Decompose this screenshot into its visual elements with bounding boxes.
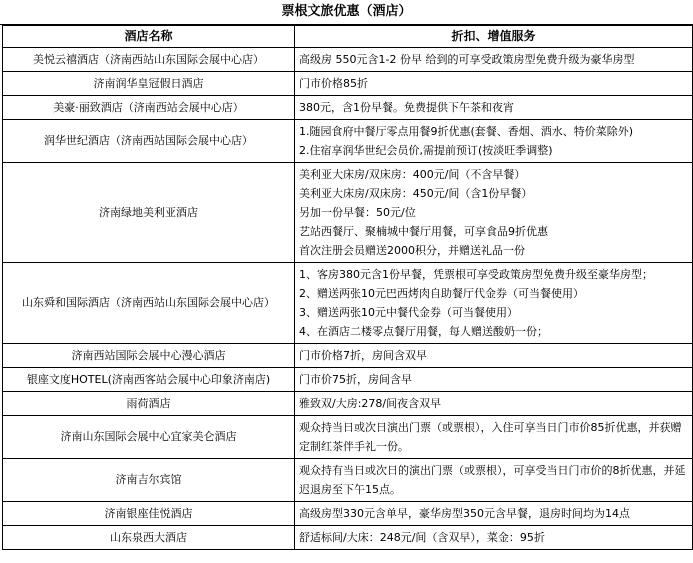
service-line: 380元，含1份早餐。免费提供下午茶和夜宵 <box>299 101 514 114</box>
table-body <box>3 48 693 550</box>
services-cell <box>295 263 693 344</box>
table-row <box>3 263 693 344</box>
service-line: 雅致双/大房:278/间夜含双早 <box>299 397 442 410</box>
hotel-name-cell: 山东泉西大酒店 <box>3 526 295 550</box>
table-row <box>3 72 693 96</box>
header-services: 折扣、增值服务 <box>295 26 693 48</box>
hotel-name-cell: 美悦云禧酒店（济南西站山东国际会展中心店） <box>3 48 295 72</box>
header-hotel-name: 酒店名称 <box>3 26 295 48</box>
header-row <box>3 26 693 48</box>
table-row <box>3 48 693 72</box>
service-line: 门市价格85折 <box>299 77 368 90</box>
service-line: 首次注册会员赠送2000积分，并赠送礼品一份 <box>299 244 525 257</box>
table-row <box>3 368 693 392</box>
service-line: 舒适标间/大床：248元/间（含双早），菜金：95折 <box>299 531 545 544</box>
service-line: 1、客房380元含1份早餐，凭票根可享受政策房型免费升级至豪华房型； <box>299 268 653 281</box>
services-cell <box>295 368 693 392</box>
table-row <box>3 502 693 526</box>
hotel-name-cell: 济南吉尔宾馆 <box>3 459 295 502</box>
hotel-name-cell: 美豪·丽致酒店（济南西站会展中心店） <box>3 96 295 120</box>
services-cell <box>295 163 693 263</box>
hotel-name-cell: 雨荷酒店 <box>3 392 295 416</box>
hotel-name-cell: 山东舜和国际酒店（济南西站山东国际会展中心店） <box>3 263 295 344</box>
service-line: 门市价格7折，房间含双早 <box>299 349 427 362</box>
table-row <box>3 96 693 120</box>
service-line: 美利亚大床房/双床房：400元/间（不含早餐） <box>299 168 526 181</box>
service-line: 4、在酒店二楼零点餐厅用餐，每人赠送酸奶一份； <box>299 325 548 338</box>
service-line: 美利亚大床房/双床房：450元/间（含1份早餐） <box>299 187 533 200</box>
service-line: 3、赠送两张10元中餐代金券（可当餐使用） <box>299 306 518 319</box>
table-row <box>3 459 693 502</box>
services-cell <box>295 72 693 96</box>
services-cell <box>295 96 693 120</box>
services-cell <box>295 392 693 416</box>
hotel-name-cell: 润华世纪酒店（济南西站国际会展中心店） <box>3 120 295 163</box>
hotel-name-cell: 银座文度HOTEL(济南西客站会展中心印象济南店) <box>3 368 295 392</box>
table-row <box>3 344 693 368</box>
hotel-name-cell: 济南西站国际会展中心漫心酒店 <box>3 344 295 368</box>
hotel-name-cell: 济南绿地美利亚酒店 <box>3 163 295 263</box>
table-row <box>3 163 693 263</box>
service-line: 2、赠送两张10元巴西烤肉自助餐厅代金券（可当餐使用） <box>299 287 584 300</box>
service-text: 观众持有当日或次日的演出门票（或票根），可享受当日门市价的8折优惠，并延迟退房至下午15点。 <box>299 464 686 496</box>
service-line: 高级房 550元含1-2 份早 给到的可享受政策房型免费升级为豪华房型 <box>299 53 635 66</box>
services-cell <box>295 120 693 163</box>
hotel-name-cell: 济南山东国际会展中心宜家美仑酒店 <box>3 416 295 459</box>
service-line: 艺站西餐厅、聚楠城中餐厅用餐，可享食品9折优惠 <box>299 225 548 238</box>
service-line: 门市价75折，房间含早 <box>299 373 412 386</box>
service-line: 高级房型330元含单早，豪华房型350元含早餐，退房时间均为14点 <box>299 507 630 520</box>
hotel-name-cell: 济南银座佳悦酒店 <box>3 502 295 526</box>
services-cell <box>295 344 693 368</box>
table-row <box>3 526 693 550</box>
services-cell <box>295 502 693 526</box>
table-row <box>3 120 693 163</box>
hotel-discount-table <box>2 25 693 550</box>
service-line: 2.住宿享润华世纪会员价,需提前预订(按淡旺季调整) <box>299 144 553 157</box>
service-line: 另加一份早餐：50元/位 <box>299 206 416 219</box>
service-text: 观众持当日或次日演出门票（或票根），入住可享当日门市价85折优惠，并获赠定制红茶伴手礼一份。 <box>299 421 682 453</box>
hotel-name-cell: 济南润华皇冠假日酒店 <box>3 72 295 96</box>
sheet-title: 票根文旅优惠（酒店） <box>0 0 693 25</box>
services-cell <box>295 459 693 502</box>
services-cell <box>295 526 693 550</box>
table-row <box>3 416 693 459</box>
service-line: 1.随园食府中餐厅零点用餐9折优惠(套餐、香烟、酒水、特价菜除外) <box>299 125 634 138</box>
services-cell <box>295 48 693 72</box>
table-row <box>3 392 693 416</box>
services-cell <box>295 416 693 459</box>
